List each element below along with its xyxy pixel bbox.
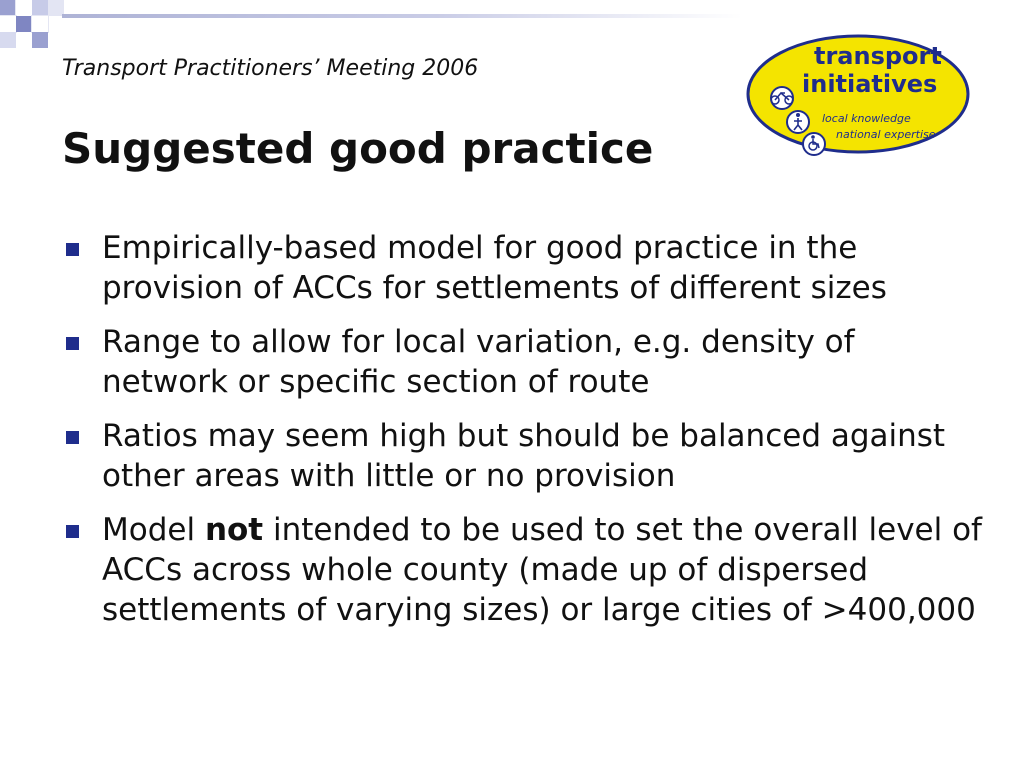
wheelchair-icon — [803, 133, 825, 155]
bullet-emphasis: not — [204, 512, 264, 548]
meeting-title: Transport Practitioners’ Meeting 2006 — [62, 56, 479, 81]
bullet-text: Range to allow for local variation, e.g. density of network or specific section of route — [102, 324, 855, 400]
bullet-text-after: intended to be used to set the overall level of ACCs across whole county (made up of dispersed settlements of varying sizes) or large cities of >400,000 — [102, 512, 982, 628]
square-bullet-icon — [66, 243, 79, 256]
logo-line1: transport — [814, 42, 942, 70]
logo-line2: initiatives — [802, 70, 938, 98]
logo-tagline1: local knowledge — [822, 112, 911, 125]
decor-square — [32, 0, 48, 16]
decor-square — [16, 16, 32, 32]
square-bullet-icon — [66, 431, 79, 444]
bullet-list — [62, 228, 982, 644]
square-bullet-icon — [66, 525, 79, 538]
corner-decoration — [0, 0, 80, 60]
bullet-text: Empirically-based model for good practice in the provision of ACCs for settlements of different sizes — [102, 230, 887, 306]
bullet-text: Ratios may seem high but should be balanced against other areas with little or no provision — [102, 418, 946, 494]
decor-square — [16, 0, 32, 16]
top-rule — [62, 14, 742, 18]
pedestrian-icon — [787, 111, 809, 133]
transport-initiatives-logo — [744, 30, 974, 160]
decor-square — [0, 0, 16, 16]
bullet-item — [62, 228, 982, 308]
bullet-text-before: Model — [102, 512, 205, 548]
bullet-item — [62, 416, 982, 496]
logo-graphic — [744, 30, 974, 160]
decor-square — [32, 32, 48, 48]
bullet-item — [62, 322, 982, 402]
bicycle-icon — [771, 87, 793, 109]
decor-square — [32, 16, 48, 32]
decor-square — [0, 32, 16, 48]
square-bullet-icon — [66, 337, 79, 350]
slide-title: Suggested good practice — [62, 124, 654, 173]
logo-tagline2: national expertise — [836, 128, 936, 141]
bullet-item — [62, 510, 982, 630]
decor-square — [0, 16, 16, 32]
